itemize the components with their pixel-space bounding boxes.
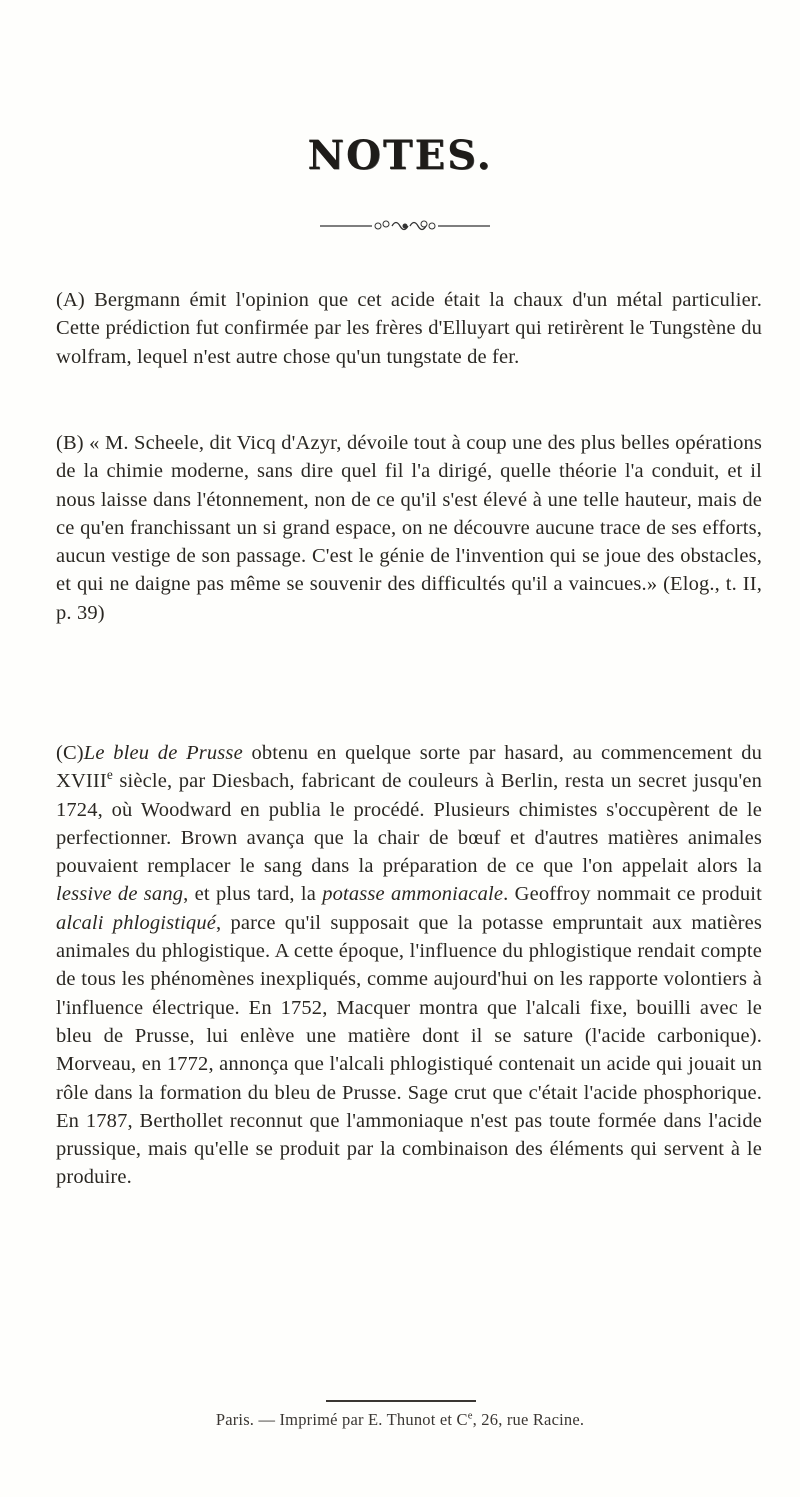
page-heading: NOTES. xyxy=(307,132,493,179)
term-lessive: lessive de sang xyxy=(56,883,184,906)
note-c-title: Le bleu de Prusse xyxy=(83,742,243,764)
century-superscript: e xyxy=(106,767,113,783)
printer-imprint xyxy=(0,1410,800,1430)
imprint-text-2: , 26, rue Racine. xyxy=(472,1410,585,1429)
note-a-marker: (A) xyxy=(56,289,85,311)
note-c-text-5: , parce qu'il supposait que la potasse empruntait aux matières animales du phlogistique. A cette époque, l'influence du phlogistique rendait compte de tous les phénomènes inexpliqués, comme aujourd'hui on les rapporte volontiers à l'influence électrique. En 1752, Macquer montra que l'alcali fixe, bouilli avec le bleu de Prusse, lui enlève une matière dont il se sature (l'acide carbonique). Morveau, en 1772, annonça que l'alcali phlogistiqué contenait un acide qui jouait un rôle dans la formation du bleu de Prusse. Sage crut que c'était l'acide phosphorique. En 1787, Berthollet reconnut que l'ammoniaque n'est pas toute formée dans l'acide prussique, mais qu'elle se produit par la combinaison des éléments qui servent à le produire. xyxy=(56,911,762,1189)
note-c-text-3: , et plus tard, la xyxy=(183,883,323,906)
term-potasse: potasse ammoniacale xyxy=(322,883,504,906)
imprint-rule xyxy=(326,1400,476,1402)
imprint-text-1: Paris. — Imprimé par E. Thunot et C xyxy=(215,1410,468,1429)
note-c xyxy=(56,739,762,1192)
note-a xyxy=(56,286,762,371)
ornament-divider xyxy=(320,218,490,234)
note-a-text: Bergmann émit l'opinion que cet acide était la chaux d'un métal particulier. Cette prédiction fut confirmée par les frères d'Elluyart qui retirèrent le Tungstène du wolfram, lequel n'est autre chose qu'un tungstate de fer. xyxy=(56,289,762,368)
term-alcali: alcali phlogistiqué xyxy=(56,911,216,934)
note-c-text-2: siècle, par Diesbach, fabricant de couleurs à Berlin, resta un secret jusqu'en 1724, où Woodward en publia le procédé. Plusieurs chimistes s'occupèrent de le perfectionner. Brown avança que la chair de bœuf et d'autres matières animales pouvaient remplacer le sang dans la préparation de ce que l'on appelait alors la xyxy=(56,770,762,878)
note-b xyxy=(56,429,762,627)
imprint-superscript: e xyxy=(467,1409,473,1422)
note-c-marker: (C) xyxy=(56,742,84,764)
note-c-text-1: obtenu en quelque sorte par hasard, au commencement du XVIII xyxy=(56,742,762,793)
note-b-text: « M. Scheele, dit Vicq d'Azyr, dévoile tout à coup une des plus belles opérations de la chimie moderne, sans dire quel fil l'a dirigé, quelle théorie l'a conduit, et il nous laisse dans l'étonnement, non de ce qu'il s'est élevé à une telle hauteur, mais de ce qu'en franchissant un si grand espace, on ne découvre aucune trace de ses efforts, aucun vestige de son passage. C'est le génie de l'invention qui se joue des obstacles, et qui ne daigne pas même se souvenir des difficultés qu'il a vaincues.» (Elog., t. II, p. 39) xyxy=(56,432,762,624)
note-b-marker: (B) xyxy=(56,432,84,454)
note-c-text-4: . Geoffroy nommait ce produit xyxy=(503,883,762,906)
